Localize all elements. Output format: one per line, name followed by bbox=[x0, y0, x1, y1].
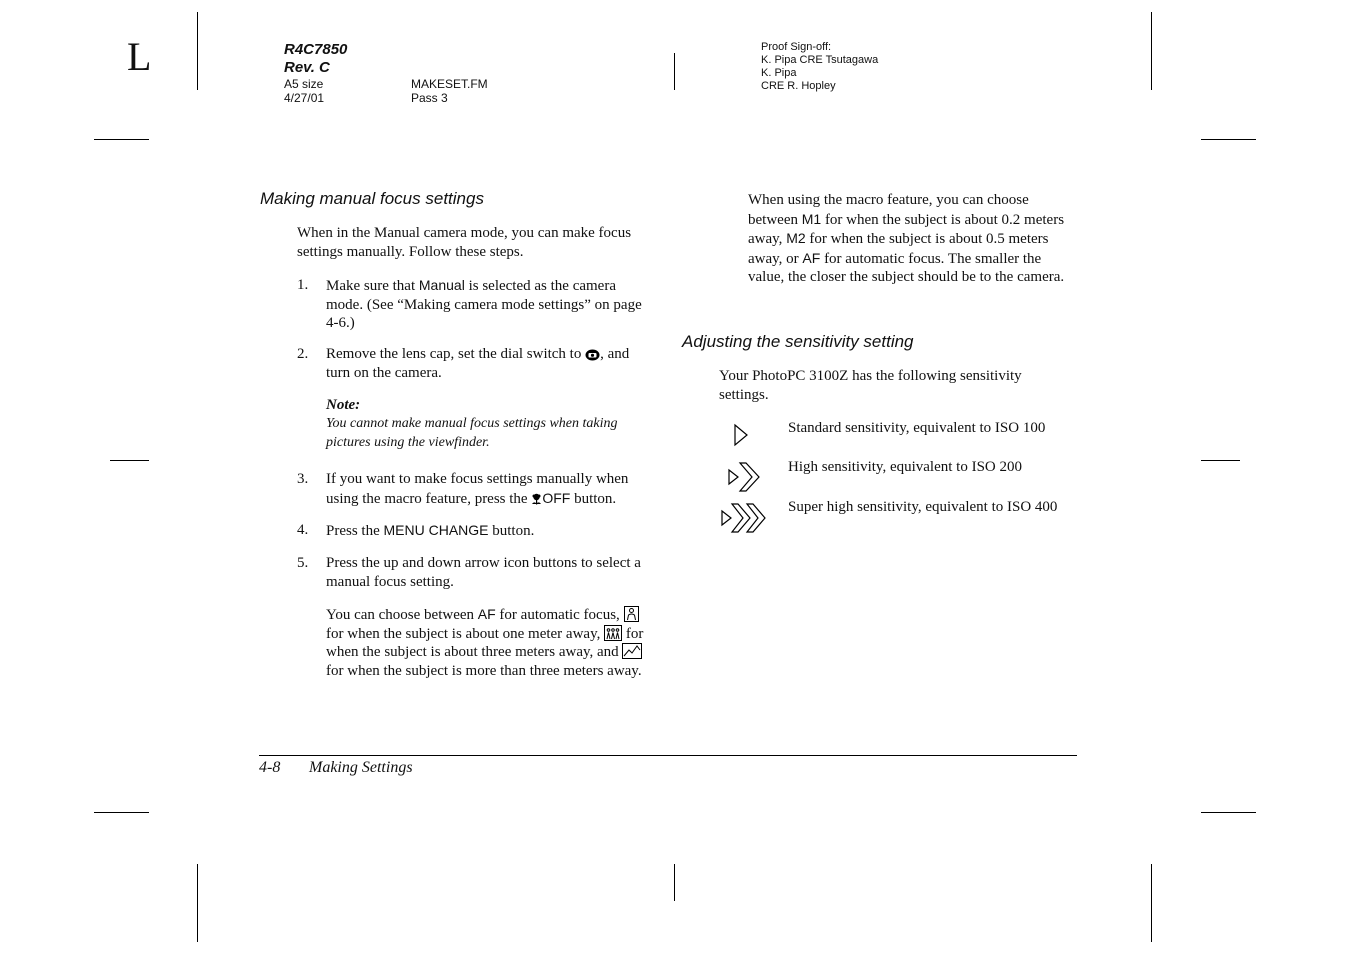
step-text: Press the up and down arrow icon buttons to select a manual focus setting. bbox=[326, 555, 641, 590]
date: 4/27/01 bbox=[284, 91, 325, 105]
crop-mark bbox=[197, 12, 198, 90]
camera-dial-icon bbox=[585, 348, 600, 361]
crop-mark bbox=[1201, 812, 1256, 813]
sensitivity-super-high: Super high sensitivity, equivalent to ISO 400 bbox=[788, 499, 1058, 515]
section-heading: Adjusting the sensitivity setting bbox=[682, 332, 914, 351]
ui-label: MENU CHANGE bbox=[383, 522, 489, 538]
note-title: Note: bbox=[326, 397, 361, 413]
proof-line: Proof Sign-off: bbox=[761, 41, 832, 53]
step-number: 3. bbox=[297, 471, 309, 487]
crop-mark bbox=[197, 864, 198, 942]
step-number: 1. bbox=[297, 277, 309, 293]
footer-section-title: Making Settings bbox=[309, 759, 413, 776]
crop-mark bbox=[1151, 864, 1152, 942]
crop-mark bbox=[1201, 139, 1256, 140]
step-text: Remove the lens cap, set the dial switch to , and turn on the camera. bbox=[326, 346, 630, 381]
crop-mark bbox=[1201, 460, 1240, 461]
section-heading: Making manual focus settings bbox=[260, 189, 484, 208]
revision: Rev. C bbox=[284, 59, 330, 76]
focus-choices-paragraph: You can choose between AF for automatic focus, for when the subject is about one meter away, for when the subject is about three meters away, and for when the subject is more than three meters away. bbox=[326, 606, 644, 679]
macro-paragraph: When using the macro feature, you can choose between M1 for when the subject is about 0.2 meters away, M2 for when the subject is about 0.5 meters away, or AF for automatic focus. The smaller the value, the closer the subject should be to the camera. bbox=[748, 192, 1065, 286]
crop-mark bbox=[94, 812, 149, 813]
note-body: You cannot make manual focus settings when taking pictures using the viewfinder. bbox=[326, 416, 618, 450]
sensitivity-standard: Standard sensitivity, equivalent to ISO 100 bbox=[788, 420, 1046, 436]
intro-paragraph: When in the Manual camera mode, you can make focus settings manually. Follow these steps. bbox=[297, 225, 632, 260]
crop-mark bbox=[94, 139, 149, 140]
pass: Pass 3 bbox=[411, 91, 448, 105]
step-number: 2. bbox=[297, 346, 309, 362]
crop-mark bbox=[674, 53, 675, 90]
filename: MAKESET.FM bbox=[411, 77, 488, 91]
step-number: 4. bbox=[297, 522, 309, 538]
ui-label: M2 bbox=[786, 230, 806, 247]
crop-mark bbox=[110, 460, 149, 461]
step-text: Press the MENU CHANGE button. bbox=[326, 522, 535, 539]
ui-label: M1 bbox=[801, 210, 822, 227]
sensitivity-high: High sensitivity, equivalent to ISO 200 bbox=[788, 459, 1023, 475]
macro-flower-icon bbox=[531, 493, 542, 506]
ui-label: OFF bbox=[542, 489, 571, 506]
doc-id: R4C7850 bbox=[284, 41, 348, 58]
single-chevron-icon bbox=[732, 423, 750, 447]
sensitivity-intro: Your PhotoPC 3100Z has the following sensitivity settings. bbox=[719, 368, 1022, 403]
ui-label: Manual bbox=[418, 277, 465, 293]
proof-line: CRE R. Hopley bbox=[761, 80, 836, 92]
crop-mark bbox=[1151, 12, 1152, 90]
proof-line: K. Pipa CRE Tsutagawa bbox=[761, 54, 879, 66]
step-number: 5. bbox=[297, 555, 309, 571]
corner-mark: L bbox=[127, 34, 152, 79]
proof-line: K. Pipa bbox=[761, 67, 797, 79]
three-meter-group-icon bbox=[604, 625, 622, 641]
crop-mark bbox=[674, 864, 675, 901]
step-text: Make sure that Manual is selected as the camera mode. (See “Making camera mode settings” on page 4-6.) bbox=[326, 277, 642, 332]
landscape-mountain-icon bbox=[622, 643, 642, 659]
page-size: A5 size bbox=[284, 77, 324, 91]
double-chevron-icon bbox=[726, 460, 762, 494]
ui-label: AF bbox=[802, 249, 821, 266]
footer-rule bbox=[259, 755, 1077, 756]
triple-chevron-icon bbox=[719, 501, 769, 535]
page-number: 4-8 bbox=[259, 759, 281, 776]
proof-signoff bbox=[761, 41, 878, 93]
step-text: If you want to make focus settings manually when using the macro feature, press the OFF button. bbox=[326, 471, 629, 507]
ui-label: AF bbox=[477, 606, 496, 622]
one-meter-person-icon bbox=[624, 606, 639, 622]
note bbox=[326, 397, 661, 452]
